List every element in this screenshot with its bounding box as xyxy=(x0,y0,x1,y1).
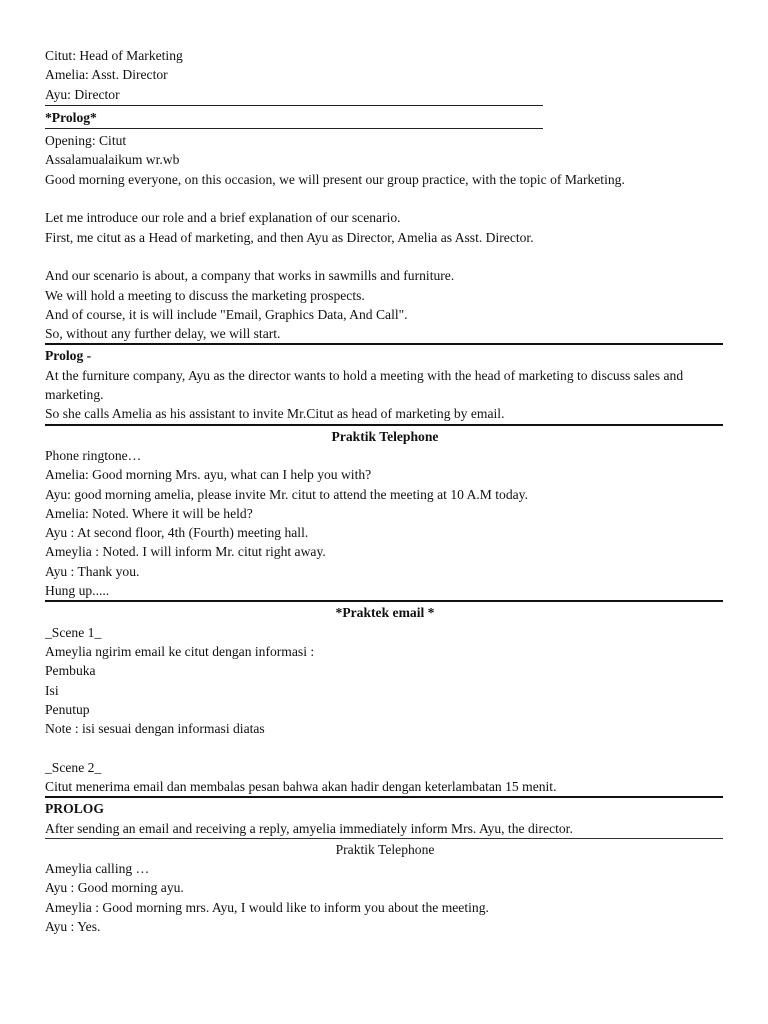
text-line: Let me introduce our role and a brief explanation of our scenario. xyxy=(45,210,401,226)
role-line: Amelia: Asst. Director xyxy=(45,67,168,83)
section-divider xyxy=(45,424,723,426)
opening-section xyxy=(45,131,725,343)
telephone1-heading: Praktik Telephone xyxy=(331,428,439,444)
dialog-line: Phone ringtone… xyxy=(45,447,142,463)
role-line: Citut: Head of Marketing xyxy=(45,48,183,63)
prolog3-section xyxy=(45,799,725,838)
dialog-line: Ayu : Good morning ayu. xyxy=(45,880,184,896)
text-line: So she calls Amelia as his assistant to invite Mr.Citut as head of marketing by email. xyxy=(45,406,505,422)
text-line: First, me citut as a Head of marketing, and then Ayu as Director, Amelia as Asst. Director. xyxy=(45,229,534,245)
document-page xyxy=(45,46,725,936)
prolog-heading: *Prolog* xyxy=(45,109,97,125)
section-divider xyxy=(45,343,723,345)
text-line: Note : isi sesuai dengan informasi diatas xyxy=(45,721,265,737)
dialog-line: Amelia: Noted. Where it will be held? xyxy=(45,505,253,521)
text-line: _Scene 2_ xyxy=(45,759,102,775)
opening-heading: Opening: Citut xyxy=(45,133,127,149)
dialog-line: Ayu : Yes. xyxy=(45,919,101,935)
text-line: And our scenario is about, a company that works in sawmills and furniture. xyxy=(45,268,455,284)
dialog-line: Ameylia calling … xyxy=(45,861,150,877)
prolog2-heading: Prolog - xyxy=(45,348,92,364)
dialog-line: Ameylia : Noted. I will inform Mr. citut right away. xyxy=(45,544,326,560)
dialog-line: Ayu : At second floor, 4th (Fourth) meeting hall. xyxy=(45,525,309,541)
section-divider xyxy=(45,796,723,798)
email-heading: *Praktek email * xyxy=(335,605,435,621)
text-line: _Scene 1_ xyxy=(45,624,102,640)
spacer xyxy=(45,189,725,208)
section-divider xyxy=(45,838,723,839)
telephone2-section xyxy=(45,840,725,936)
dialog-line: Amelia: Good morning Mrs. ayu, what can I help you with? xyxy=(45,467,372,483)
text-line: After sending an email and receiving a reply, amyelia immediately inform Mrs. Ayu, the director. xyxy=(45,820,573,836)
telephone2-heading: Praktik Telephone xyxy=(335,841,435,857)
spacer xyxy=(45,247,725,266)
dialog-line: Ameylia : Good morning mrs. Ayu, I would like to inform you about the meeting. xyxy=(45,899,489,915)
spacer xyxy=(45,738,725,757)
text-line: Good morning everyone, on this occasion, we will present our group practice, with the topic of Marketing. xyxy=(45,171,625,187)
text-line: And of course, it is will include "Email, Graphics Data, And Call". xyxy=(45,306,408,322)
text-line: Penutup xyxy=(45,701,90,717)
text-line: Pembuka xyxy=(45,663,96,679)
text-line: Assalamualaikum wr.wb xyxy=(45,152,180,168)
text-line: Ameylia ngirim email ke citut dengan informasi : xyxy=(45,643,315,659)
divider xyxy=(45,128,543,129)
dialog-line: Hung up..... xyxy=(45,583,110,599)
prolog2-paragraph: At the furniture company, Ayu as the director wants to hold a meeting with the head of marketing to discuss sales and marketing. xyxy=(45,367,684,403)
prolog3-heading: PROLOG xyxy=(45,801,104,817)
roles-list xyxy=(45,46,725,104)
section-divider xyxy=(45,600,723,602)
text-line: Isi xyxy=(45,682,59,698)
text-line: Citut menerima email dan membalas pesan bahwa akan hadir dengan keterlambatan 15 menit. xyxy=(45,778,557,794)
dialog-line: Ayu: good morning amelia, please invite Mr. citut to attend the meeting at 10 A.M today. xyxy=(45,486,528,502)
prolog2-section xyxy=(45,346,725,423)
text-line: We will hold a meeting to discuss the marketing prospects. xyxy=(45,287,365,303)
dialog-line: Ayu : Thank you. xyxy=(45,563,140,579)
text-line: So, without any further delay, we will start. xyxy=(45,326,281,342)
email-section xyxy=(45,603,725,796)
telephone1-section xyxy=(45,427,725,601)
divider xyxy=(45,105,543,106)
role-line: Ayu: Director xyxy=(45,86,120,102)
